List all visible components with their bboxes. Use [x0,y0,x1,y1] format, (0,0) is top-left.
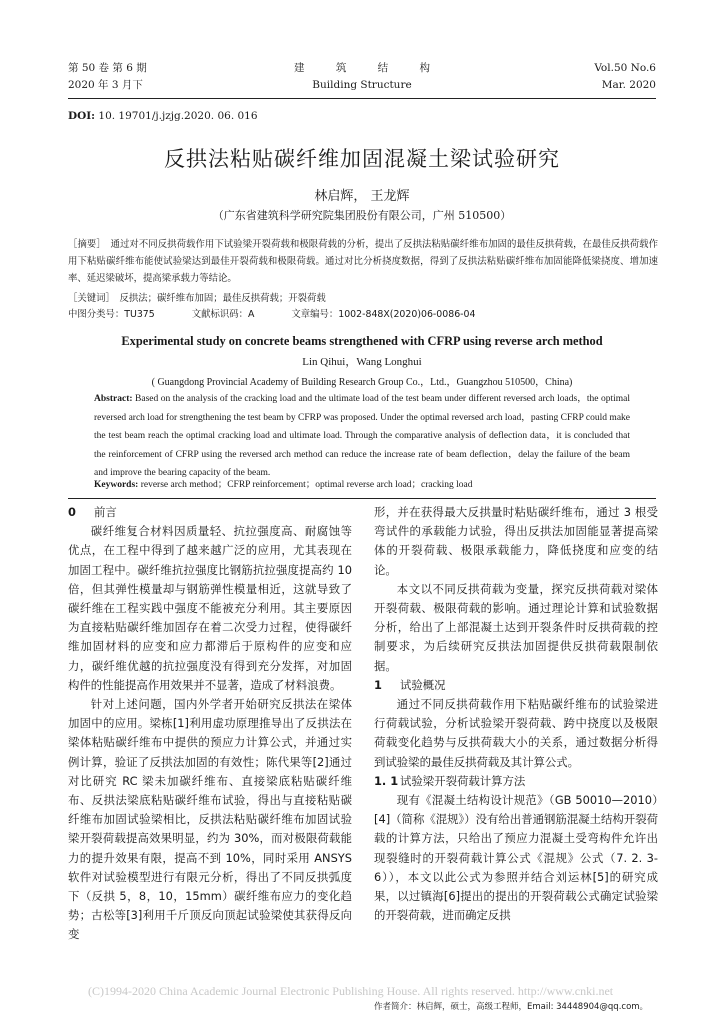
keywords-en-label: Keywords: [94,480,139,490]
journal-name-cn: 建 筑 结 构 [293,62,444,74]
date-en: Mar. 2020 [601,79,656,91]
paragraph: 针对上述问题，国内外学者开始研究反拱法在梁体加固中的应用。梁栋[1]利用虚功原理推导出了反拱法在梁体粘贴碳纤维布中提供的预应力计算公式，并通过实例计算，验证了反拱法加固的有效性；陈代果等[2]通过对比研究 RC 梁未加碳纤维布、直接梁底粘贴碳纤维布、反拱法梁底粘贴碳纤维布试验，得出与直接粘贴碳纤维布加固试验梁相比，反拱法粘贴碳纤维布加固试验梁开裂荷载提高效果明显，约为 30%，而对极限荷载能力的提升效果有限，提高不到 10%，同时采用 ANSYS 软件对试验模型进行有限元分析，得出了不同反拱弧度下（反拱 5，8，10，15mm）碳纤维布应力的变化趋势；古松等[3]利用千斤顶反向顶起试验梁使其获得反向变 [68,697,352,942]
paragraph: 本文以不同反拱荷载为变量，探究反拱荷载对梁体开裂荷载、极限荷载的影响。通过理论计算和试验数据分析，给出了上部混凝土达到开裂条件时反拱荷载的控制要求，为后续研究反拱法加固提供反拱荷载限制依据。 [374,581,658,673]
clc-number: 中图分类号：TU375 [68,309,155,320]
paragraph: 碳纤维复合材料因质量轻、抗拉强度高、耐腐蚀等优点，在工程中得到了越来越广泛的应用，尤其表现在加固工程中。碳纤维抗拉强度比钢筋抗拉强度提高约 10 倍，但其弹性模量却与钢筋弹性模量相近，这就导致了碳纤维在工程实践中强度不能被充分利用。其主要原因为直接粘贴碳纤维加固存在着二次受力过程，使得碳纤维加固材料的应变和应力都滞后于原构件的应变和应力，碳纤维优越的抗拉强度没有得到充分发挥，对加固构件的性能提高作用效果并不显著，造成了材料浪费。 [68,524,352,692]
volume-en: Vol.50 No.6 [594,62,656,74]
article-number: 文章编号：1002-848X(2020)06-0086-04 [291,309,476,320]
keywords-en-text: reverse arch method；CFRP reinforcement；optimal reverse arch load；cracking load [140,480,473,490]
abstract-en-text: Based on the analysis of the cracking load and the ultimate load of the test beam under different reversed arch loads，the optimal reversed arch load for strengthening the test beam by CFRP was proposed. Under the optimal reversed arch load，pasting CFRP could make the test beam reach the optimal cracking load and ultimate load. Through the comparative analysis of deflection data，it is concluded that the reinforcement of CFRP using the reversed arch method can reduce the increase rate of beam deflection，delay the failure of the beam and improve the bearing capacity of the beam. [94,394,631,479]
section-title: 试验概况 [400,677,446,692]
body-column-left [68,503,352,945]
classification [68,306,509,320]
paper-title-cn: 反拱法粘贴碳纤维加固混凝土梁试验研究 [164,147,560,171]
affiliation-cn: （广东省建筑科学研究院集团股份有限公司，广州 510500） [212,209,512,222]
author-footnote: 作者简介：林启辉，硕士，高级工程师，Email: 34448904@qq.com。 [374,1002,649,1012]
header-right [594,60,656,94]
authors-cn: 林启辉， 王龙辉 [314,189,410,204]
paragraph: 现有《混凝土结构设计规范》（GB 50010—2010）[4]（简称《混规》）没有给出普通钢筋混凝土结构开裂荷载的计算方法，只给出了预应力混凝土受弯构件允许出现裂缝时的开裂荷载计算公式《混规》公式（7. 2. 3-6）），本文以此公式为参照并结合刘运林[5]的研究成果，以过镇海[6]提出的提出的开裂荷载公式确定试验梁的开裂荷载，进而确定反拱 [374,793,658,923]
section-heading-1 [374,676,658,695]
section-number: 1. 1 [374,773,399,788]
cnki-watermark: (C)1994-2020 China Academic Journal Electronic Publishing House. All rights reserved. http://www.cnki.net [88,984,614,998]
body-column-right [374,503,658,925]
paragraph: 通过不同反拱荷载作用下粘贴碳纤维布的试验梁进行荷载试验，分析试验梁开裂荷载、跨中挠度以及极限荷载变化趋势与反拱荷载大小的关系，通过数据分析得到试验梁的最佳反拱荷载及其计算公式。 [374,697,658,769]
document-code: 文献标识码：A [191,309,255,320]
section-number: 1 [374,677,382,692]
doi [68,110,258,122]
affiliation-en: ( Guangdong Provincial Academy of Building Research Group Co.，Ltd.，Guangzhou 510500，China) [151,377,573,388]
section-number: 0 [68,505,76,519]
abstract-en-label: Abstract: [94,394,133,404]
header-rule [68,98,656,99]
date-cn: 2020 年 3 月下 [68,79,143,91]
keywords-cn: ［关键词］ 反拱法；碳纤维布加固；最佳反拱荷载；开裂荷载 [68,293,326,304]
section-title: 试验梁开裂荷载计算方法 [400,773,526,788]
journal-name-en: Building Structure [312,79,412,91]
abstract-cn: ［摘要］ 通过对不同反拱荷载作用下试验梁开裂荷载和极限荷载的分析，提出了反拱法粘贴碳纤维布加固的最佳反拱荷载，在最佳反拱荷载作用下粘贴碳纤维布能使试验梁达到最佳开裂荷载和极限荷载。通过对比分析挠度数据，得到了反拱法粘贴碳纤维布加固能降低梁挠度、增加速率、延迟梁破坏，提高梁承载力等结论。 [68,239,658,284]
section-heading-1-1 [374,772,658,791]
section-title: 前言 [94,505,117,519]
abstract-rule [68,498,656,499]
abstract-en [94,390,630,483]
volume-cn: 第 50 卷 第 6 期 [68,62,147,74]
paragraph: 形，并在获得最大反拱量时粘贴碳纤维布，通过 3 根受弯试件的承载能力试验，得出反拱法加固能显著提高梁体的开裂荷载、极限承载能力，降低挠度和应变的结论。 [374,505,658,577]
authors-en: Lin Qihui，Wang Longhui [302,356,422,368]
section-heading-0 [68,503,352,522]
doi-label: DOI: [68,110,96,122]
doi-value: 10. 19701/j.jzjg.2020. 06. 016 [98,110,258,122]
keywords-en [94,476,472,490]
paper-title-en: Experimental study on concrete beams strengthened with CFRP using reverse arch method [121,334,603,348]
